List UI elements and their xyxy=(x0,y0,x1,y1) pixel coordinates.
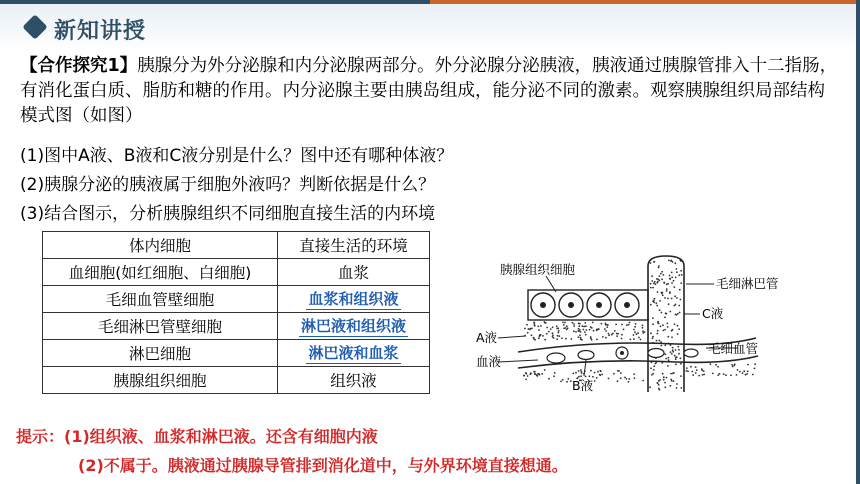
intro-paragraph xyxy=(20,54,838,129)
hint-line-2: (2)不属于。胰液通过胰腺导管排到消化道中，与外界环境直接想通。 xyxy=(78,456,568,475)
handwritten-answer: 淋巴液和组织液 xyxy=(300,316,406,335)
table-cell-answer xyxy=(278,340,430,367)
label-b-fluid: B液 xyxy=(572,378,594,393)
question-2: (2)胰腺分泌的胰液属于细胞外液吗？判断依据是什么？ xyxy=(20,175,436,195)
pancreas-tissue-diagram xyxy=(476,252,806,394)
table-cell: 淋巴细胞 xyxy=(43,340,278,367)
table-row xyxy=(43,286,430,313)
table-row xyxy=(43,367,430,394)
page-title: 新知讲授 xyxy=(54,19,147,44)
question-1: (1)图中A液、B液和C液分别是什么？图中还有哪种体液？ xyxy=(20,146,454,166)
table-cell: 组织液 xyxy=(278,367,430,394)
table-row xyxy=(43,313,430,340)
hint-line-1: 提示：(1)组织液、血浆和淋巴液。还含有细胞内液 xyxy=(16,427,378,446)
label-c-fluid: C液 xyxy=(702,306,724,321)
label-blood: 血液 xyxy=(476,354,502,369)
table-row xyxy=(43,340,430,367)
table-header-cell: 直接生活的环境 xyxy=(278,232,430,259)
table-cell: 毛细血管壁细胞 xyxy=(43,286,278,313)
table-cell: 血细胞(如红细胞、白细胞) xyxy=(43,259,278,286)
table-cell-answer xyxy=(278,313,430,340)
table-cell-answer xyxy=(278,286,430,313)
right-edge-bar xyxy=(856,0,860,484)
label-blood-capillary: 毛细血管 xyxy=(708,341,759,356)
handwritten-answer: 血浆和组织液 xyxy=(308,289,399,308)
table-cell: 胰腺组织细胞 xyxy=(43,367,278,394)
cell-environment-table xyxy=(42,231,430,394)
question-3: (3)结合图示，分析胰腺组织不同细胞直接生活的内环境 xyxy=(20,204,436,224)
table-header-cell: 体内细胞 xyxy=(43,232,278,259)
label-pancreas-cells: 胰腺组织细胞 xyxy=(500,262,576,277)
pancreas-cell-row xyxy=(528,290,648,320)
label-a-fluid: A液 xyxy=(476,330,498,345)
table-header-row xyxy=(43,232,430,259)
table-cell: 血浆 xyxy=(278,259,430,286)
table-cell: 毛细淋巴管壁细胞 xyxy=(43,313,278,340)
intro-text: 胰腺分为外分泌腺和内分泌腺两部分。外分泌腺分泌胰液，胰液通过胰腺管排入十二指肠，有消化蛋白质、脂肪和糖的作用。内分泌腺主要由胰岛组成，能分泌不同的激素。观察胰腺组织局部结构模式图（如图） xyxy=(20,56,838,126)
section-tag: 【合作探究1】 xyxy=(20,56,138,76)
table-row xyxy=(43,259,430,286)
label-lymph-capillary: 毛细淋巴管 xyxy=(716,276,779,291)
handwritten-answer: 淋巴液和血浆 xyxy=(308,343,399,362)
